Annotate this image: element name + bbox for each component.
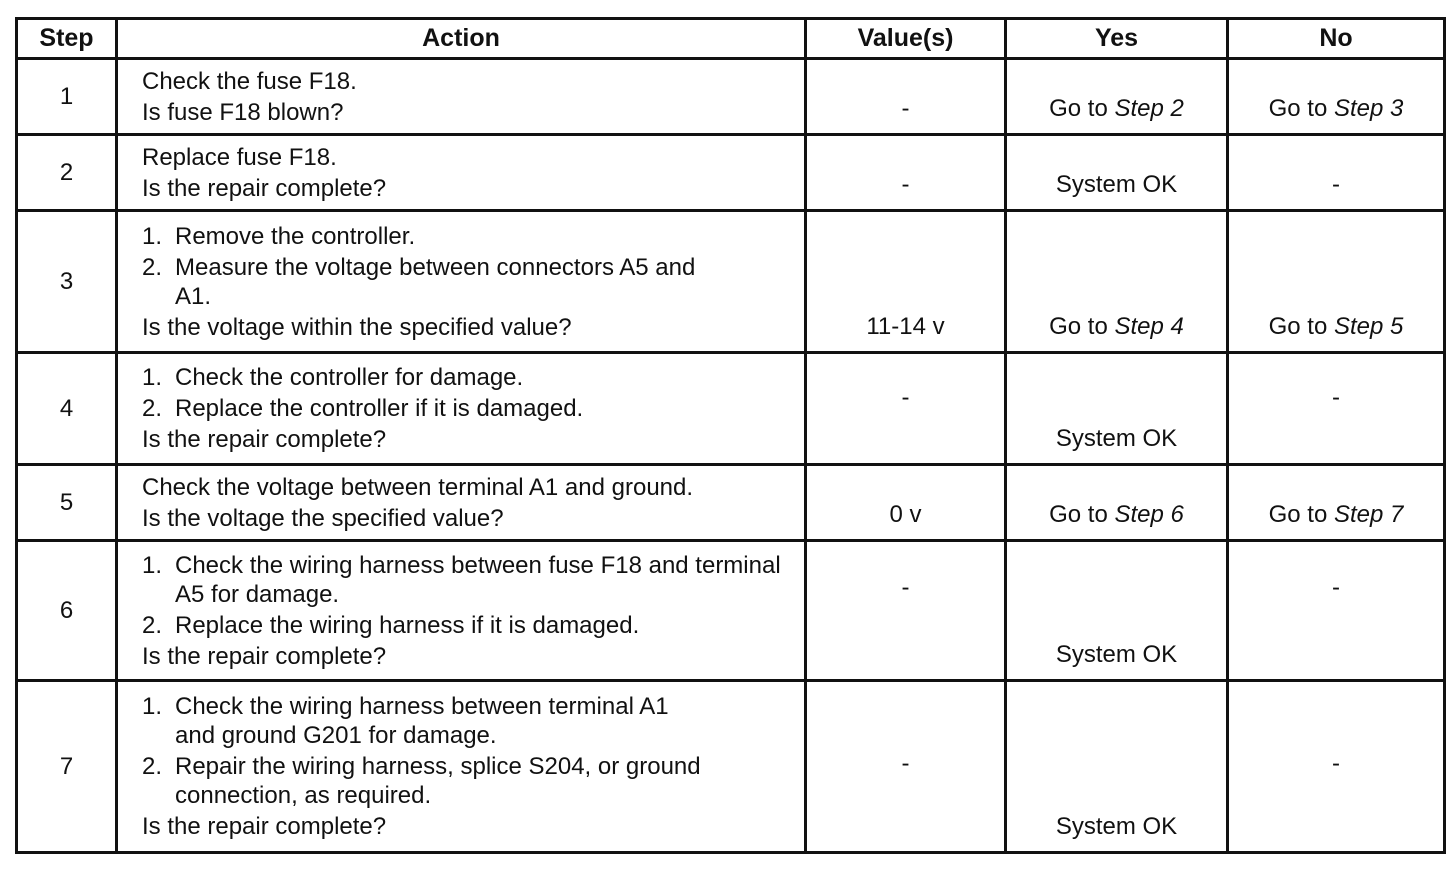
yes-text: [1007, 95, 1226, 123]
step-number: 1: [17, 59, 117, 135]
no-text: [1229, 313, 1443, 341]
yes-step-ref: Step 6: [1114, 501, 1184, 528]
no-text: -: [1332, 384, 1340, 411]
yes-text: System OK: [1055, 425, 1178, 452]
yes-prefix: Go to: [1049, 313, 1115, 340]
header-values: Value(s): [806, 19, 1006, 59]
no-cell: [1228, 211, 1445, 353]
item-number: 2.: [142, 611, 163, 639]
header-row: [17, 19, 1445, 59]
no-text: -: [1332, 750, 1340, 777]
no-cell: [1228, 135, 1445, 211]
value-text: 0 v: [889, 501, 922, 528]
value-text: -: [901, 574, 910, 601]
action-text: Check the fuse F18.: [142, 67, 357, 95]
header-no: No: [1228, 19, 1445, 59]
yes-step-ref: Step 2: [1114, 95, 1184, 122]
item-number: 2.: [142, 395, 163, 422]
action-text: Check the voltage between terminal A1 and ground.: [142, 473, 694, 501]
table-row: [17, 59, 1445, 135]
action-question: Is the voltage the specified value?: [142, 504, 504, 532]
action-item: [142, 551, 794, 609]
action-item: [142, 253, 794, 311]
action-question: Is the repair complete?: [142, 174, 387, 202]
table-row: [17, 135, 1445, 211]
step-number: 2: [17, 135, 117, 211]
step-number: 3: [17, 211, 117, 353]
item-number: 1.: [142, 222, 163, 250]
item-number: 1.: [142, 551, 163, 579]
value-text: -: [901, 95, 910, 122]
yes-prefix: Go to: [1049, 95, 1115, 122]
step-number: 7: [17, 681, 117, 853]
yes-cell: [1006, 541, 1228, 681]
item-number: 2.: [142, 253, 163, 281]
item-text: Check the wiring harness between terminal A1 and ground G201 for damage.: [175, 693, 669, 749]
yes-text: System OK: [1055, 171, 1178, 198]
no-text: [1229, 501, 1443, 529]
table-row: [17, 465, 1445, 541]
item-number: 1.: [142, 364, 163, 391]
action-question: Is the voltage within the specified value?: [142, 313, 572, 341]
value-text: -: [901, 171, 910, 198]
diagnostic-table: [15, 17, 1446, 854]
header-step: Step: [17, 19, 117, 59]
step-number: 4: [17, 353, 117, 465]
yes-text: System OK: [1055, 641, 1178, 668]
value-cell: [806, 211, 1006, 353]
no-cell: [1228, 465, 1445, 541]
table-row: [17, 353, 1445, 465]
yes-text: [1007, 501, 1226, 529]
value-cell: [806, 59, 1006, 135]
yes-text: System OK: [1055, 813, 1178, 840]
action-question: Is fuse F18 blown?: [142, 98, 344, 126]
action-question: Is the repair complete?: [142, 642, 387, 670]
step-number: 6: [17, 541, 117, 681]
value-cell: [806, 465, 1006, 541]
value-cell: [806, 541, 1006, 681]
yes-cell: [1006, 59, 1228, 135]
value-text: -: [901, 750, 910, 777]
no-step-ref: Step 5: [1333, 313, 1404, 340]
item-text: Replace the wiring harness if it is damaged.: [175, 611, 640, 639]
no-cell: [1228, 541, 1445, 681]
yes-step-ref: Step 4: [1114, 313, 1184, 340]
no-prefix: Go to: [1268, 501, 1334, 528]
yes-prefix: Go to: [1049, 501, 1115, 528]
action-item: [142, 394, 794, 423]
no-step-ref: Step 3: [1333, 95, 1404, 122]
value-text: 11-14 v: [866, 313, 945, 340]
item-text: Repair the wiring harness, splice S204, or ground connection, as required.: [175, 753, 701, 809]
no-step-ref: Step 7: [1333, 501, 1404, 528]
action-question: Is the repair complete?: [142, 426, 387, 453]
no-text: -: [1332, 574, 1340, 601]
action-cell: [117, 541, 806, 681]
action-item: [142, 363, 794, 392]
action-cell: [117, 353, 806, 465]
yes-cell: [1006, 465, 1228, 541]
table-row: [17, 541, 1445, 681]
no-text: -: [1332, 171, 1340, 198]
value-cell: [806, 135, 1006, 211]
value-text: -: [901, 384, 910, 411]
action-item: [142, 611, 794, 640]
action-cell: [117, 681, 806, 853]
header-action: Action: [117, 19, 806, 59]
header-yes: Yes: [1006, 19, 1228, 59]
yes-cell: [1006, 211, 1228, 353]
value-cell: [806, 353, 1006, 465]
action-cell: [117, 59, 806, 135]
no-text: [1229, 95, 1443, 123]
table-row: [17, 681, 1445, 853]
action-item: [142, 752, 794, 810]
item-text: Remove the controller.: [175, 222, 416, 250]
step-number: 5: [17, 465, 117, 541]
no-cell: [1228, 59, 1445, 135]
yes-text: [1007, 313, 1226, 341]
item-text: Measure the voltage between connectors A5 and A1.: [175, 253, 696, 310]
value-cell: [806, 681, 1006, 853]
action-text: Replace fuse F18.: [142, 143, 337, 171]
item-text: Check the wiring harness between fuse F18 and terminal A5 for damage.: [175, 551, 781, 608]
action-question: Is the repair complete?: [142, 813, 387, 840]
yes-cell: [1006, 681, 1228, 853]
table-row: [17, 211, 1445, 353]
item-number: 2.: [142, 753, 163, 780]
item-number: 1.: [142, 693, 163, 720]
item-text: Replace the controller if it is damaged.: [175, 395, 584, 422]
no-prefix: Go to: [1268, 95, 1334, 122]
yes-cell: [1006, 135, 1228, 211]
action-item: [142, 222, 794, 251]
no-prefix: Go to: [1268, 313, 1334, 340]
no-cell: [1228, 353, 1445, 465]
item-text: Check the controller for damage.: [175, 364, 524, 391]
yes-cell: [1006, 353, 1228, 465]
action-cell: [117, 211, 806, 353]
action-cell: [117, 135, 806, 211]
action-item: [142, 692, 794, 750]
no-cell: [1228, 681, 1445, 853]
action-cell: [117, 465, 806, 541]
